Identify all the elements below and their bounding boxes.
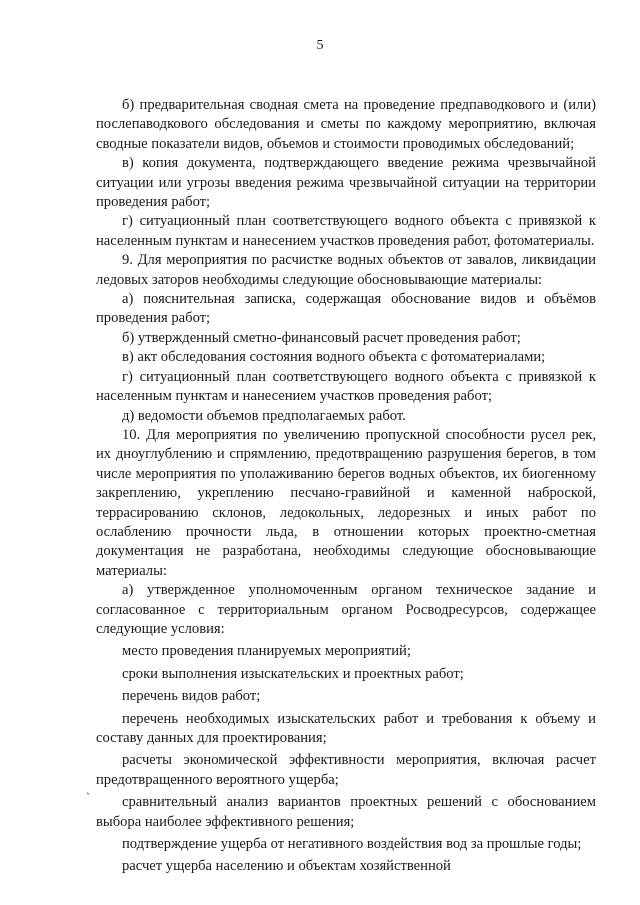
paragraph: место проведения планируемых мероприятий; <box>122 643 411 660</box>
page-number: 5 <box>316 38 324 53</box>
paragraph: в) акт обследования состояния водного объекта с фотоматериалами; <box>122 349 546 366</box>
paragraph: расчеты экономической эффективности мероприятия, включая расчет предотвращенного вероятного ущерба; <box>96 752 596 788</box>
paragraph: расчет ущерба населению и объектам хозяйственной <box>122 858 451 875</box>
paragraph: б) предварительная сводная смета на проведение предпаводкового и (или) послепаводкового обследования и сметы по каждому мероприятию, включая сводные показатели видов, объемов и стоимости проводимых обследований; <box>96 97 596 152</box>
paragraph: д) ведомости объемов предполагаемых работ. <box>122 407 406 424</box>
paragraph: а) утвержденное уполномоченным органом техническое задание и согласованное с территориальным органом Росводресурсов, содержащее следующие условия: <box>96 582 596 637</box>
document-body <box>96 96 596 877</box>
paragraph: 9. Для мероприятия по расчистке водных объектов от завалов, ликвидации ледовых заторов необходимы следующие обосновывающие материалы: <box>96 252 596 288</box>
paragraph: перечень необходимых изыскательских работ и требования к объему и составу данных для проектирования; <box>96 710 596 746</box>
paragraph: подтверждение ущерба от негативного воздействия вод за прошлые годы; <box>122 836 582 853</box>
paragraph: г) ситуационный план соответствующего водного объекта с привязкой к населенным пунктам и нанесением участков проведения работ, фотоматериалы. <box>96 213 596 249</box>
scan-mark: ` <box>86 790 90 804</box>
paragraph: а) пояснительная записка, содержащая обоснование видов и объёмов проведения работ; <box>96 291 596 327</box>
paragraph: перечень видов работ; <box>122 688 261 705</box>
paragraph: г) ситуационный план соответствующего водного объекта с привязкой к населенным пунктам и нанесением участков проведения работ; <box>96 368 596 405</box>
paragraph: сроки выполнения изыскательских и проектных работ; <box>122 665 464 682</box>
paragraph: сравнительный анализ вариантов проектных решений с обоснованием выбора наиболее эффективного решения; <box>96 794 596 830</box>
paragraph: 10. Для мероприятия по увеличению пропускной способности русел рек, их дноуглублению и спрямлению, предотвращению разрушения берегов, в том числе мероприятия по уполаживанию берегов водных объектов, их биогенному закреплению, укреплению песчано-гравийной и каменной наброской, террасированию склонов, ледокольных, ледорезных и иных работ по ослаблению прочности льда, в отношении которых проектно-сметная документация не разработана, необходимы следующие обосновывающие материалы: <box>96 426 596 579</box>
paragraph: в) копия документа, подтверждающего введение режима чрезвычайной ситуации или угрозы введения режима чрезвычайной ситуации на территории проведения работ; <box>96 155 596 211</box>
paragraph: б) утвержденный сметно-финансовый расчет проведения работ; <box>122 329 521 346</box>
